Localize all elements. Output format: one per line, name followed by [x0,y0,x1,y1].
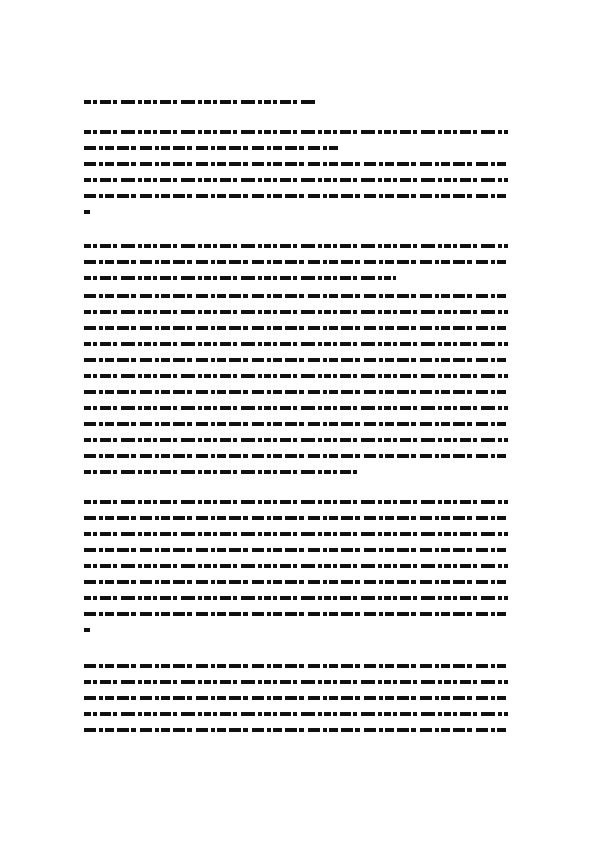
text-line [84,454,508,458]
text-line [84,548,508,552]
text-line [84,162,508,166]
text-line [84,728,508,732]
text-line [84,130,508,134]
paragraph-1 [84,130,510,162]
text-line [84,628,90,632]
text-line [84,664,508,668]
text-line [84,326,508,330]
text-line [84,516,508,520]
paragraph-5 [84,500,510,644]
document-heading [84,100,510,116]
text-line [84,612,508,616]
text-line [84,406,508,410]
text-line [84,712,508,716]
paragraph-6 [84,664,510,744]
text-line [84,422,508,426]
text-line [84,244,508,248]
text-line [84,260,508,264]
text-line [84,596,508,600]
text-line [84,438,508,442]
text-line [84,358,508,362]
paragraph-2 [84,162,510,226]
text-line [84,696,508,700]
text-line [84,194,508,198]
text-line [84,294,508,298]
text-line [84,680,508,684]
text-line [84,470,358,474]
text-line [84,580,508,584]
text-line [84,564,508,568]
text-line [84,532,508,536]
paragraph-4 [84,294,510,486]
paragraph-3 [84,244,510,292]
text-line [84,342,508,346]
text-line [84,210,90,214]
text-line [84,276,396,280]
heading-line [84,100,316,104]
text-line [84,390,508,394]
text-line [84,146,340,150]
text-line [84,374,508,378]
text-line [84,310,508,314]
text-line [84,500,508,504]
text-line [84,178,508,182]
